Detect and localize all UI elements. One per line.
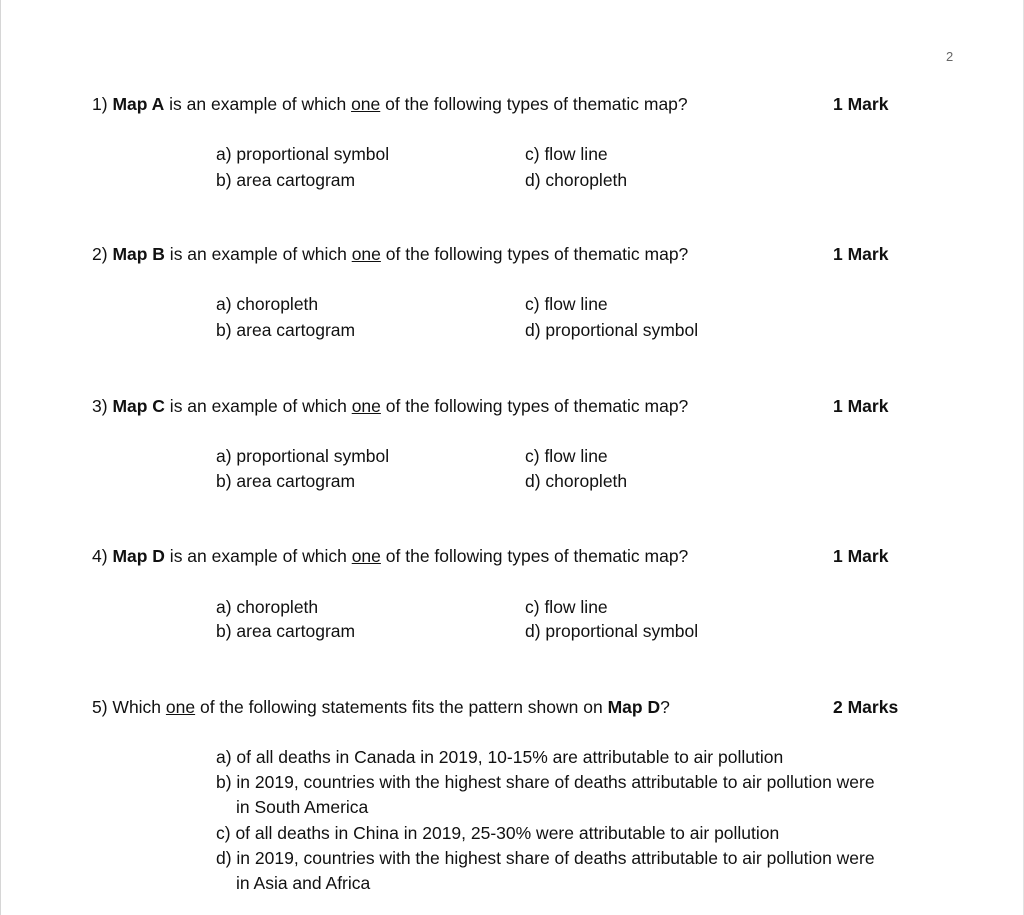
question-1-marks: 1 Mark xyxy=(833,94,889,114)
question-5-option-d: d) in 2019, countries with the highest share of deaths attributable to air pollution were in Asia and Africa xyxy=(216,848,875,893)
map-name: Map C xyxy=(112,396,165,416)
question-number: 3) xyxy=(92,396,108,416)
question-3-option-a: a) proportional symbol xyxy=(216,446,390,466)
map-name: Map A xyxy=(112,94,165,114)
emphasis: one xyxy=(165,697,196,717)
question-4-option-a: a) choropleth xyxy=(216,597,319,617)
map-name: Map B xyxy=(112,244,165,264)
question-2-text: 2) Map B is an example of which one of the following types of thematic map? xyxy=(92,244,689,264)
page-number: 2 xyxy=(946,49,954,64)
question-2-option-c: c) flow line xyxy=(525,294,608,314)
question-3-option-d: d) choropleth xyxy=(525,471,628,491)
emphasis: one xyxy=(351,244,381,264)
question-4-option-b: b) area cartogram xyxy=(216,621,356,641)
question-5-text: 5) Which one of the following statements fits the pattern shown on Map D? xyxy=(92,697,670,717)
question-number: 2) xyxy=(92,244,108,264)
question-2-option-b: b) area cartogram xyxy=(216,320,356,340)
map-name: Map D xyxy=(112,546,165,566)
question-3-text: 3) Map C is an example of which one of the following types of thematic map? xyxy=(92,396,689,416)
question-2-option-a: a) choropleth xyxy=(216,294,319,314)
question-1-option-d: d) choropleth xyxy=(525,170,628,190)
question-number: 4) xyxy=(92,546,108,566)
question-1-text: 1) Map A is an example of which one of the following types of thematic map? xyxy=(92,94,688,114)
question-2-option-d: d) proportional symbol xyxy=(525,320,699,340)
question-2-marks: 1 Mark xyxy=(833,244,889,264)
question-3-option-b: b) area cartogram xyxy=(216,471,356,491)
question-1-option-a: a) proportional symbol xyxy=(216,144,390,164)
question-1-option-c: c) flow line xyxy=(525,144,608,164)
question-4-text: 4) Map D is an example of which one of the following types of thematic map? xyxy=(92,546,689,566)
question-3-option-c: c) flow line xyxy=(525,446,608,466)
question-4-option-c: c) flow line xyxy=(525,597,608,617)
question-4-marks: 1 Mark xyxy=(833,546,889,566)
emphasis: one xyxy=(351,546,381,566)
emphasis: one xyxy=(351,94,381,114)
question-5-option-a: a) of all deaths in Canada in 2019, 10-15% are attributable to air pollution xyxy=(216,747,784,767)
question-4-option-d: d) proportional symbol xyxy=(525,621,699,641)
emphasis: one xyxy=(351,396,381,416)
question-1-option-b: b) area cartogram xyxy=(216,170,356,190)
question-5-marks: 2 Marks xyxy=(833,697,899,717)
page-edge-left xyxy=(0,0,1,915)
question-number: 1) xyxy=(92,94,108,114)
map-name: Map D xyxy=(607,697,661,717)
question-5-option-c: c) of all deaths in China in 2019, 25-30% were attributable to air pollution xyxy=(216,823,780,843)
question-3-marks: 1 Mark xyxy=(833,396,889,416)
question-5-option-b: b) in 2019, countries with the highest share of deaths attributable to air pollution were in South America xyxy=(216,772,875,817)
